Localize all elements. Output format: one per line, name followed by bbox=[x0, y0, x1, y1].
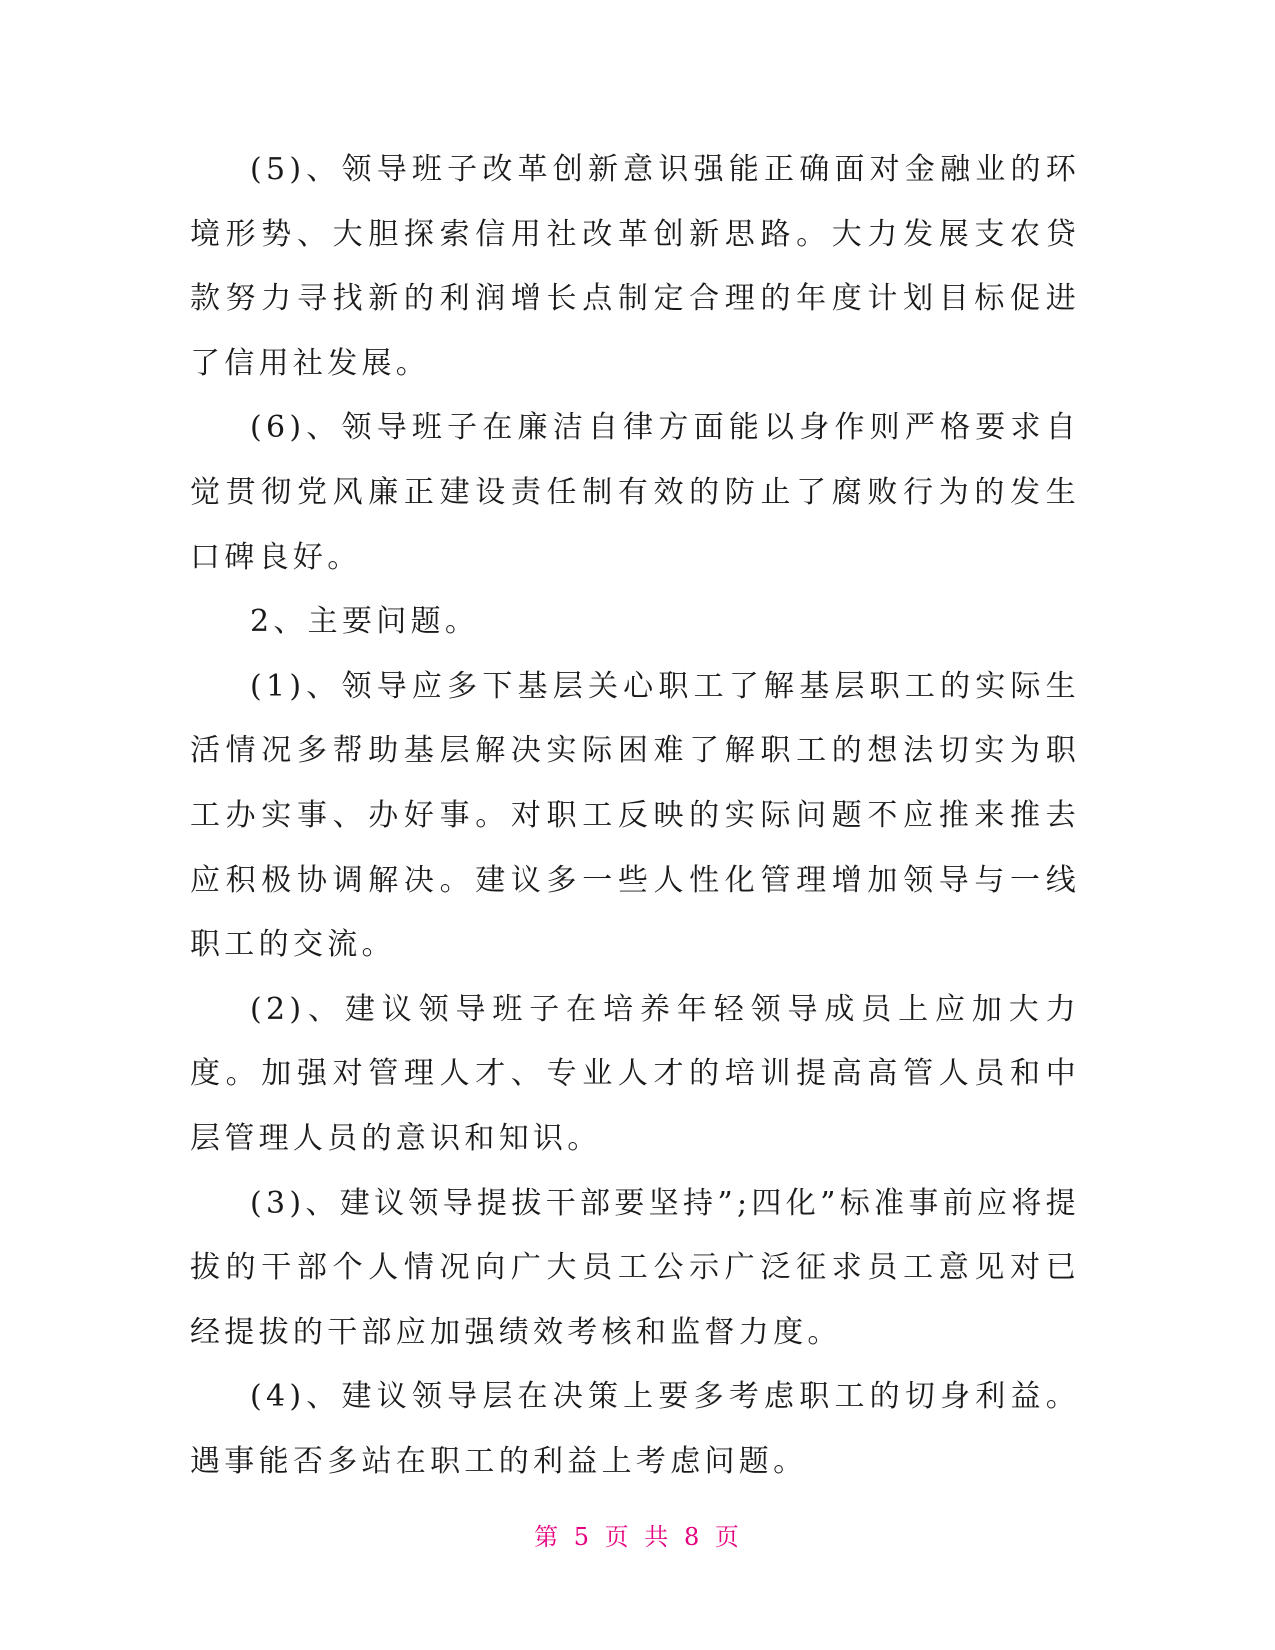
paragraph-item-6: (6)、领导班子在廉洁自律方面能以身作则严格要求自觉贯彻党风廉正建设责任制有效的防止了腐败行为的发生口碑良好。 bbox=[190, 410, 1080, 575]
paragraph-problem-2: (2)、建议领导班子在培养年轻领导成员上应加大力度。加强对管理人才、专业人才的培训提高高管人员和中层管理人员的意识和知识。 bbox=[190, 991, 1080, 1156]
page-number-footer: 第 5 页 共 8 页 bbox=[534, 1523, 741, 1551]
paragraph-problem-1: (1)、领导应多下基层关心职工了解基层职工的实际生活情况多帮助基层解决实际困难了解职工的想法切实为职工办实事、办好事。对职工反映的实际问题不应推来推去应积极协调解决。建议多一些人性化管理增加领导与一线职工的交流。 bbox=[190, 668, 1080, 963]
paragraph-problem-3: (3)、建议领导提拔干部要坚持”;四化”标准事前应将提拔的干部个人情况向广大员工公示广泛征求员工意见对已经提拔的干部应加强绩效考核和监督力度。 bbox=[190, 1185, 1080, 1350]
document-body bbox=[190, 138, 1080, 1494]
section-heading-main-problems: 2、主要问题。 bbox=[250, 604, 480, 640]
paragraph-problem-4: (4)、建议领导层在决策上要多考虑职工的切身利益。遇事能否多站在职工的利益上考虑问题。 bbox=[190, 1379, 1080, 1479]
paragraph-item-5: (5)、领导班子改革创新意识强能正确面对金融业的环境形势、大胆探索信用社改革创新思路。大力发展支农贷款努力寻找新的利润增长点制定合理的年度计划目标促进了信用社发展。 bbox=[190, 152, 1080, 381]
